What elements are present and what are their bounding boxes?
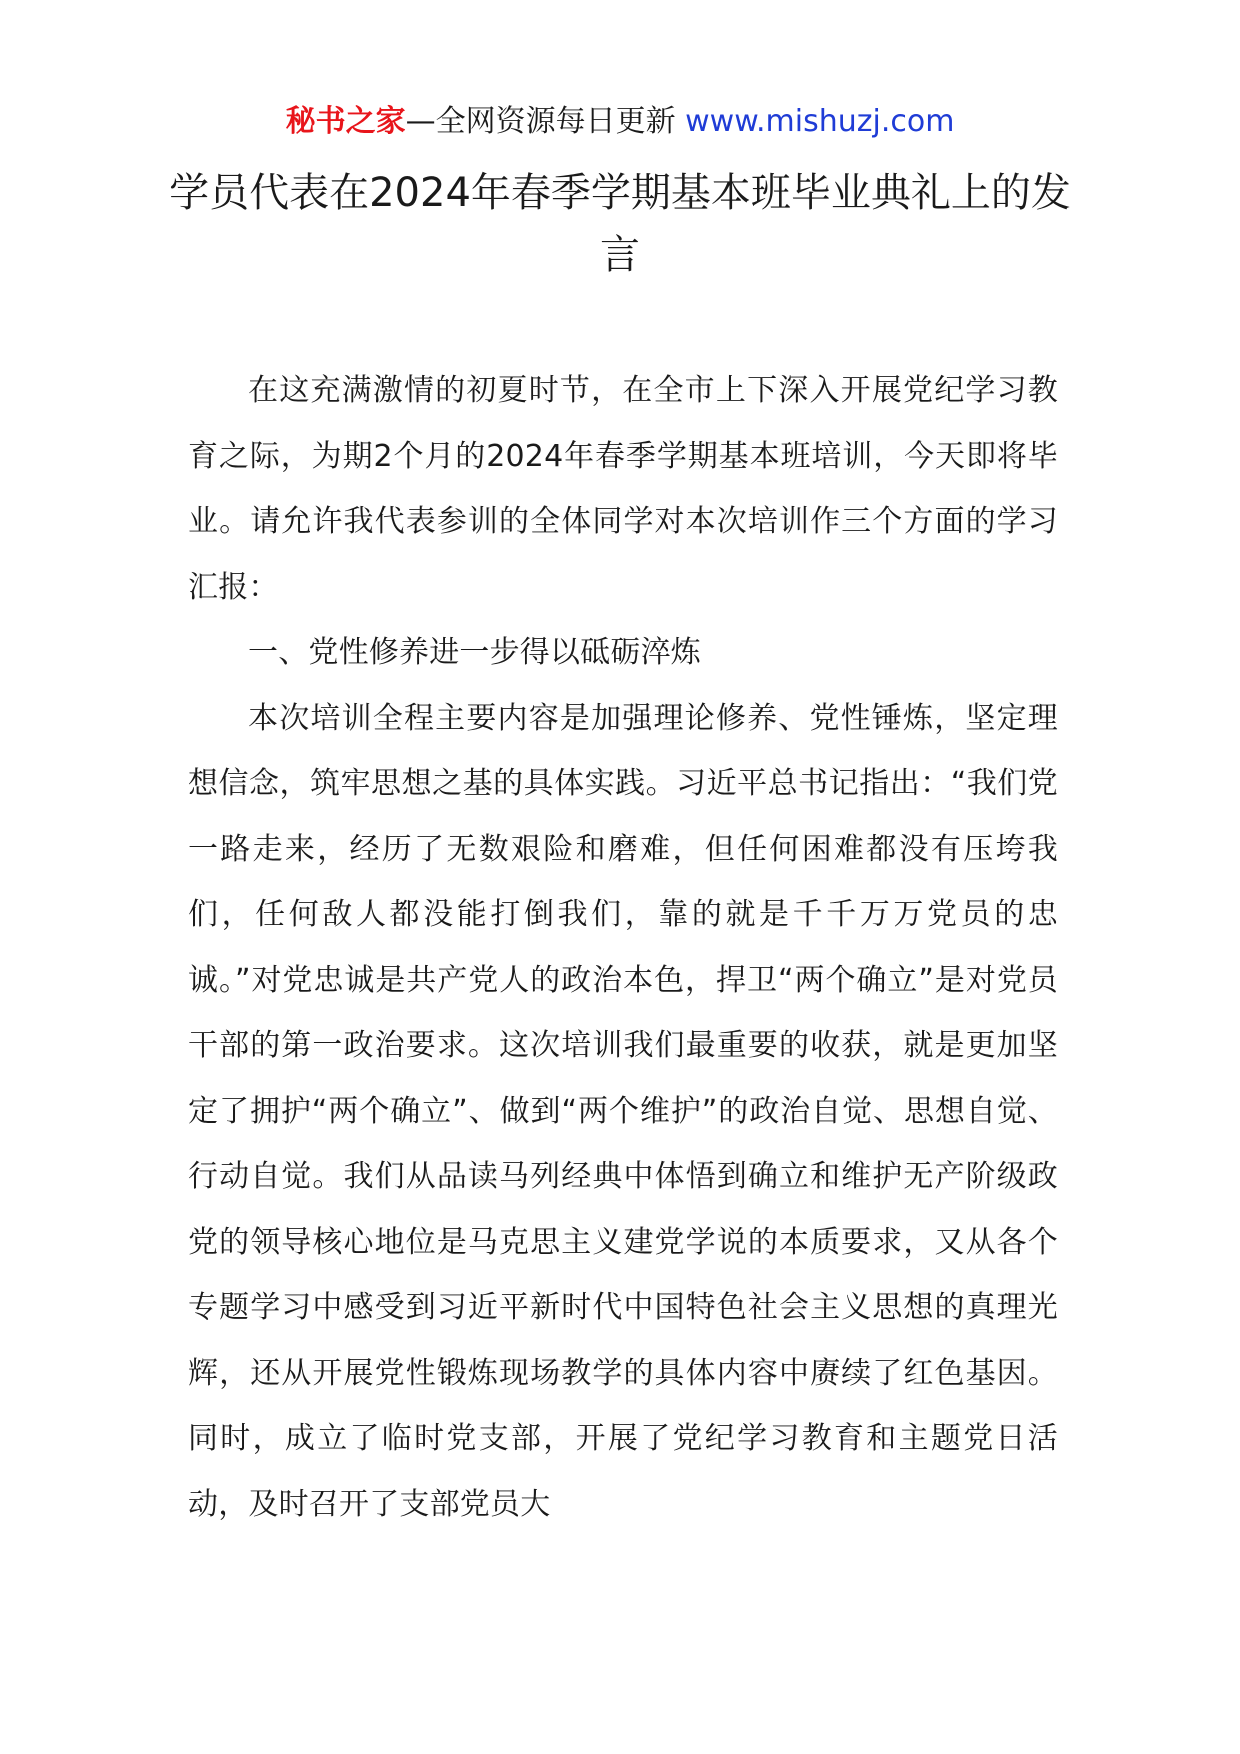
site-tagline: —全网资源每日更新 [405,104,676,139]
body-paragraph: 本次培训全程主要内容是加强理论修养、党性锤炼，坚定理想信念，筑牢思想之基的具体实践。习近平总书记指出：“我们党一路走来，经历了无数艰险和磨难，但任何困难都没有压垮我们，任何敌人都没能打倒我们，靠的就是千千万万党员的忠诚。”对党忠诚是共产党人的政治本色，捍卫“两个确立”是对党员干部的第一政治要求。这次培训我们最重要的收获，就是更加坚定了拥护“两个确立”、做到“两个维护”的政治自觉、思想自觉、行动自觉。我们从品读马列经典中体悟到确立和维护无产阶级政党的领导核心地位是马克思主义建党学说的本质要求，又从各个专题学习中感受到习近平新时代中国特色社会主义思想的真理光辉，还从开展党性锻炼现场教学的具体内容中赓续了红色基因。同时，成立了临时党支部，开展了党纪学习教育和主题党日活动，及时召开了支部党员大 [188,700,1058,1522]
document-title: 学员代表在2024年春季学期基本班毕业典礼上的发言 [169,170,1071,278]
section-heading-1: 一、党性修养进一步得以砥砺淬炼 [248,635,701,670]
site-header [0,100,1240,144]
site-brand: 秘书之家 [285,104,406,139]
document-body [188,358,1058,1537]
site-url-link[interactable]: www.mishuzj.com [685,104,955,139]
intro-paragraph: 在这充满激情的初夏时节，在全市上下深入开展党纪学习教育之际，为期2个月的2024年春季学期基本班培训，今天即将毕业。请允许我代表参训的全体同学对本次培训作三个方面的学习汇报： [188,373,1058,605]
